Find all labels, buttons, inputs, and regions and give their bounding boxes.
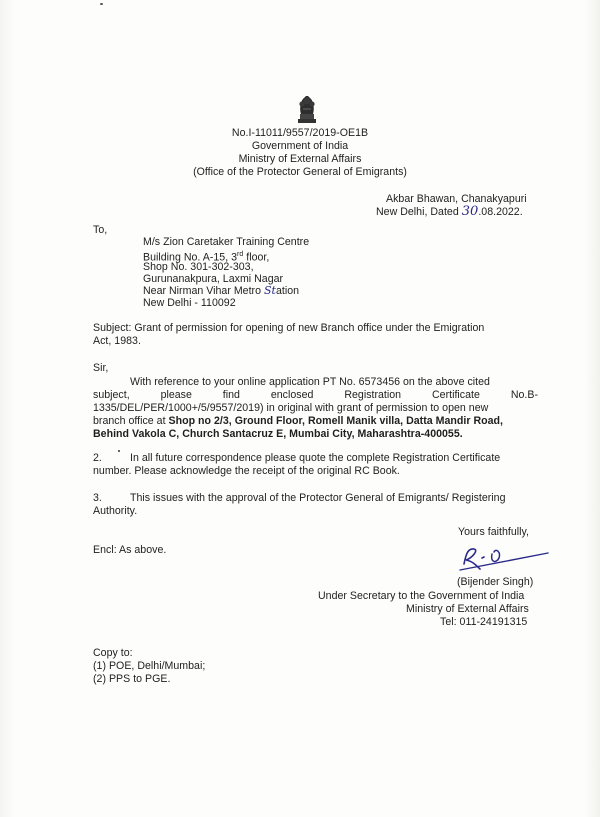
copy-to-title: Copy to: (93, 647, 133, 659)
near-suffix: ation (275, 285, 300, 297)
copy-to-item: (2) PPS to PGE. (93, 673, 171, 685)
para1-line-5 (93, 428, 463, 440)
near-handwritten: St (263, 284, 276, 297)
para1-word: find (222, 389, 240, 401)
signatory-telephone: Tel: 011-24191315 (440, 616, 528, 628)
building-prefix: Building No. A-15, 3 (143, 251, 238, 264)
date-prefix: New Delhi, Dated (376, 206, 462, 218)
para1-address-bold-1: Shop no 2/3, Ground Floor, Romell Manik villa, Datta Mandir Road, (168, 415, 503, 427)
subject-line-2: Act, 1983. (93, 335, 141, 347)
para3-line-2: Authority. (93, 505, 138, 517)
recipient-area: Gurunanakpura, Laxmi Nagar (143, 273, 284, 285)
building-suffix: floor, (243, 251, 270, 264)
scan-speck (100, 3, 103, 5)
para2-line-2: number. Please acknowledge the receipt of the original RC Book. (93, 465, 400, 477)
office-address: Akbar Bhawan, Chanakyapuri (386, 193, 527, 205)
date-day-handwritten: 30 (461, 204, 479, 219)
to-label: To, (93, 224, 108, 236)
para3-line-1: This issues with the approval of the Protector General of Emigrants/ Registering (130, 492, 506, 504)
office-name: (Office of the Protector General of Emigrants) (193, 166, 407, 178)
para1-word: No.B- (510, 389, 538, 401)
recipient-shop: Shop No. 301-302-303, (143, 261, 254, 273)
copy-to-item: (1) POE, Delhi/Mumbai; (93, 660, 206, 672)
para1-word: please (160, 389, 192, 401)
national-emblem-icon (294, 92, 320, 124)
stray-mark (118, 450, 120, 452)
para1-line-2 (93, 389, 538, 401)
para3-number: 3. (93, 492, 102, 504)
file-number: No.I-11011/9557/2019-OE1B (231, 127, 369, 139)
salutation: Sir, (93, 362, 109, 374)
para1-word: Certificate (432, 389, 480, 401)
recipient-near (143, 285, 299, 297)
para1-line-4-prefix: branch office at (93, 415, 169, 427)
para2-line-1: In all future correspondence please quote the complete Registration Certificate (130, 452, 501, 464)
para1-line-4 (93, 415, 503, 427)
date-line (376, 206, 523, 218)
ministry-name: Ministry of External Affairs (238, 153, 362, 165)
signatory-designation: Under Secretary to the Government of India (318, 590, 525, 602)
signatory-name: (Bijender Singh) (457, 576, 534, 588)
para1-word: subject, (93, 389, 130, 401)
date-suffix: .08.2022. (478, 206, 523, 218)
para1-address-bold-2: Behind Vakola C, Church Santacruz E, Mumbai City, Maharashtra-400055. (93, 428, 463, 440)
near-prefix: Near Nirman Vihar Metro (143, 285, 264, 297)
recipient-name: M/s Zion Caretaker Training Centre (143, 236, 310, 248)
government-name: Government of India (251, 140, 349, 152)
subject-line-1: Subject: Grant of permission for opening of new Branch office under the Emigration (93, 322, 485, 334)
signatory-ministry: Ministry of External Affairs (406, 603, 529, 615)
para1-line-3: 1335/DEL/PER/1000+/5/9557/2019) in original with grant of permission to open new (93, 402, 489, 414)
para1-word: Registration (344, 389, 402, 401)
para2-number: 2. (93, 452, 102, 464)
enclosure: Encl: As above. (93, 544, 167, 556)
recipient-city: New Delhi - 110092 (143, 297, 236, 309)
signature-icon (452, 540, 552, 574)
para1-word: enclosed (270, 389, 314, 401)
para1-line-1: With reference to your online application PT No. 6573456 on the above cited (130, 376, 490, 388)
closing: Yours faithfully, (458, 526, 530, 538)
building-superscript: rd (237, 251, 244, 258)
